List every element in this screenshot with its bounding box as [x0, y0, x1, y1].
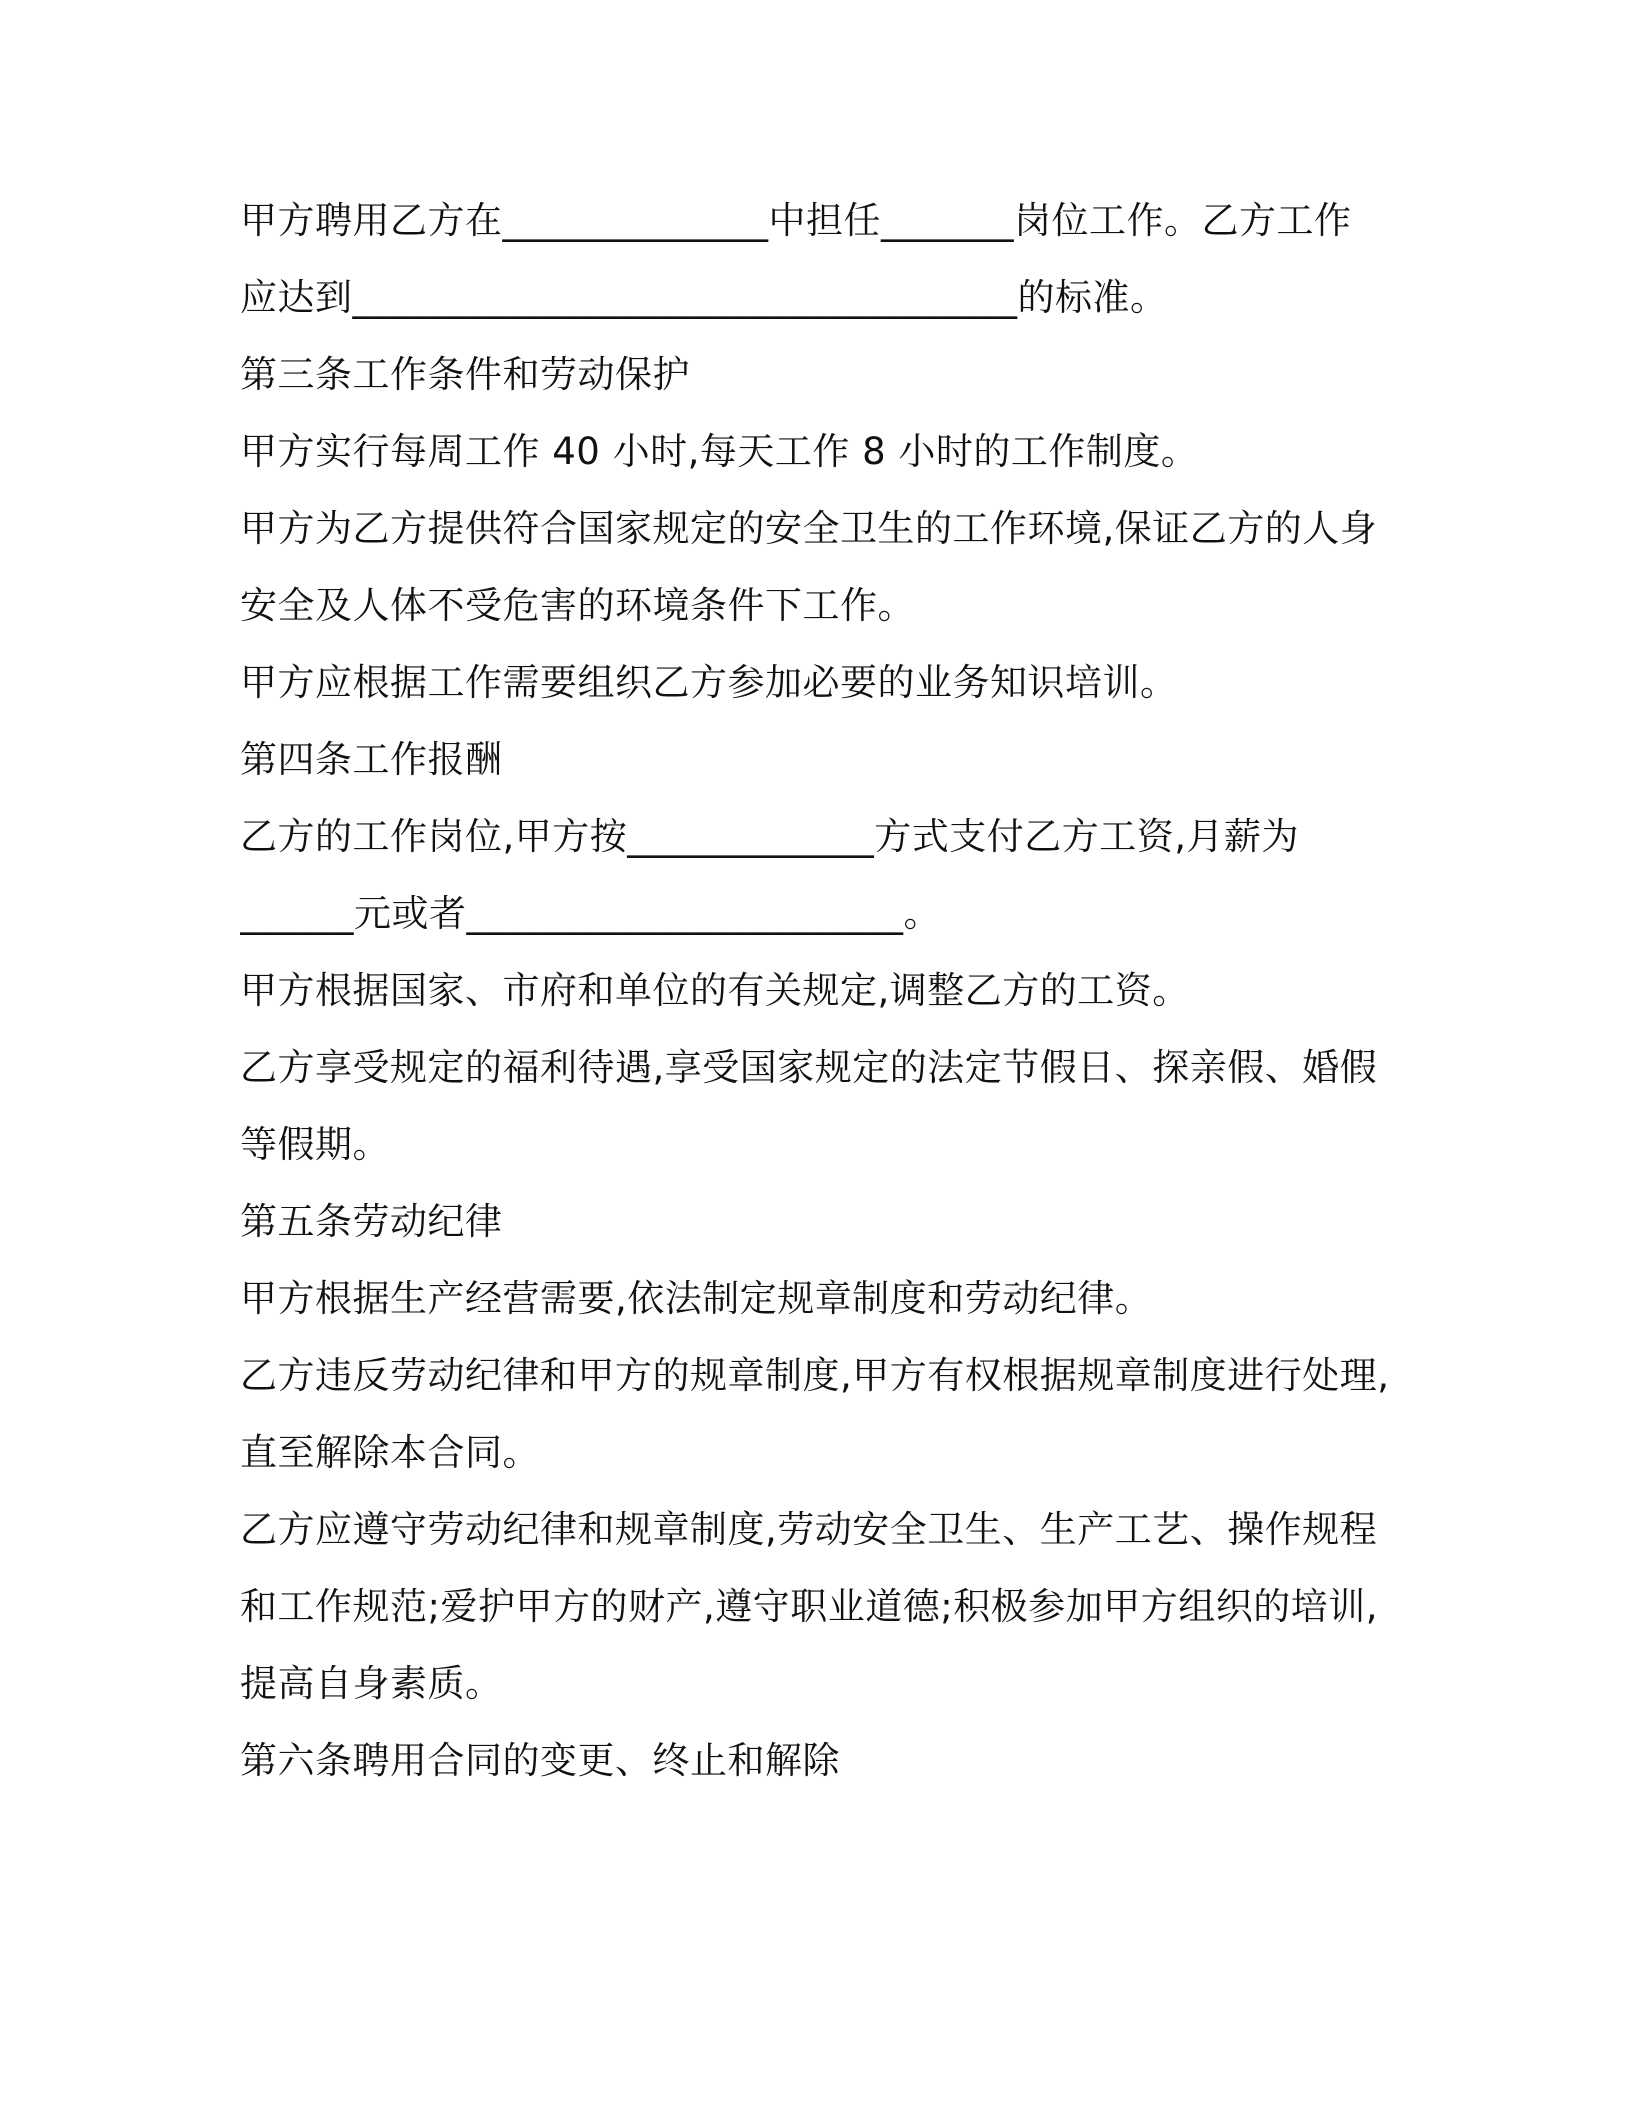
text-line: 乙方享受规定的福利待遇,享受国家规定的法定节假日、探亲假、婚假: [240, 1046, 1378, 1089]
text-line: 和工作规范;爱护甲方的财产,遵守职业道德;积极参加甲方组织的培训,: [240, 1585, 1378, 1628]
text-line: 甲方根据生产经营需要,依法制定规章制度和劳动纪律。: [240, 1277, 1153, 1320]
text-line: 应达到___________________________________的标准。: [240, 276, 1168, 319]
section-heading-5: 第五条劳动纪律: [240, 1200, 503, 1243]
text-line: ______元或者_______________________。: [240, 892, 941, 935]
text-line: 乙方应遵守劳动纪律和规章制度,劳动安全卫生、生产工艺、操作规程: [240, 1508, 1378, 1551]
section-heading-4: 第四条工作报酬: [240, 738, 503, 781]
document-body: [240, 182, 1410, 1799]
text-line: 甲方实行每周工作 40 小时,每天工作 8 小时的工作制度。: [240, 430, 1199, 473]
text-line: 乙方的工作岗位,甲方按_____________方式支付乙方工资,月薪为: [240, 815, 1300, 858]
section-heading-3: 第三条工作条件和劳动保护: [240, 353, 690, 396]
text-line: 乙方违反劳动纪律和甲方的规章制度,甲方有权根据规章制度进行处理,: [240, 1354, 1390, 1397]
text-line: 提高自身素质。: [240, 1662, 503, 1705]
section-heading-6: 第六条聘用合同的变更、终止和解除: [240, 1739, 840, 1782]
text-line: 甲方根据国家、市府和单位的有关规定,调整乙方的工资。: [240, 969, 1190, 1012]
text-line: 等假期。: [240, 1123, 390, 1166]
text-line: 甲方应根据工作需要组织乙方参加必要的业务知识培训。: [240, 661, 1178, 704]
text-line: 甲方聘用乙方在______________中担任_______岗位工作。乙方工作: [240, 199, 1352, 242]
text-line: 直至解除本合同。: [240, 1431, 540, 1474]
text-line: 甲方为乙方提供符合国家规定的安全卫生的工作环境,保证乙方的人身: [240, 507, 1378, 550]
text-line: 安全及人体不受危害的环境条件下工作。: [240, 584, 915, 627]
